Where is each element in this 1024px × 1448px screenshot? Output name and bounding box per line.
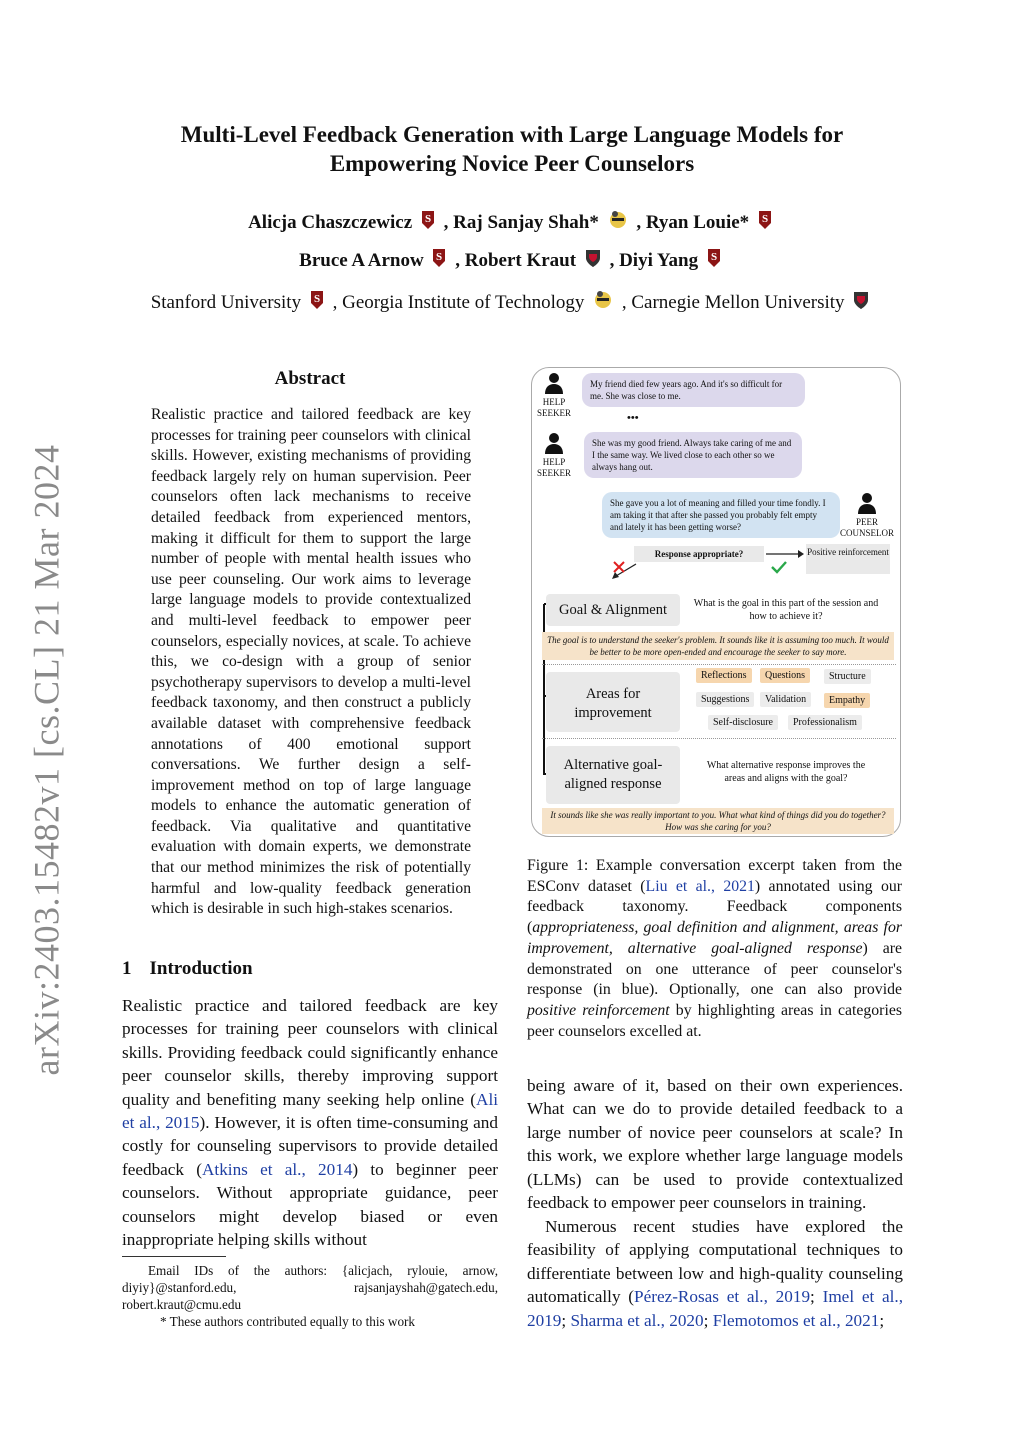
affiliation-name: , Carnegie Mellon University — [621, 292, 845, 313]
arrow-right-icon — [764, 548, 804, 560]
help-seeker-avatar — [536, 372, 572, 419]
section-heading — [122, 958, 253, 980]
role-label: SEEKER — [536, 468, 571, 478]
body-paragraph: being aware of it, based on their own experiences. What can we do to provide detailed feedback to a large number of novice peer counselors at scale? In this work, we explore whether large language models (LLMs) can be used to provide contextualized feedback to empower peer counselors in training. — [527, 1076, 903, 1213]
citation-link[interactable]: Imel et al., 2019 — [527, 1287, 904, 1330]
cmu-shield-logo-icon — [584, 248, 602, 268]
author-name: , Robert Kraut — [455, 250, 577, 271]
author-name: Alicja Chaszczewicz — [248, 212, 413, 233]
intro-text: Realistic practice and tailored feedback are key processes for training peer counselors with clinical skills. Providing feedback could significantly enhance peer counselor skills, thereby improving support quality and benefiting many seeking help online ( — [122, 996, 498, 1109]
georgia-tech-buzz-logo-icon — [592, 288, 614, 310]
dotted-divider — [542, 664, 896, 665]
goal-alignment-box: Goal & Alignment — [546, 594, 680, 626]
footnote-emails: Email IDs of the authors: {alicjach, rylouie, arnow, diyiy}@stanford.edu, rajsanjayshah@gatech.edu, robert.kraut@cmu.edu — [122, 1263, 498, 1312]
citation-link[interactable]: Flemotomos et al., 2021 — [712, 1310, 880, 1330]
body-text: ; — [810, 1287, 823, 1307]
stanford-logo-icon — [420, 210, 436, 230]
caption-text: ) are demonstrated on one utterance of peer counselor's response (in blue). Optionally, one can also provide — [527, 939, 902, 999]
author-name: Bruce A Arnow — [299, 250, 424, 271]
person-icon — [544, 432, 564, 454]
areas-for-improvement-box — [546, 672, 680, 732]
paper-title — [100, 120, 924, 178]
author-name: , Diyi Yang — [609, 250, 699, 271]
category-chip: Structure — [824, 669, 871, 684]
alternative-answer: It sounds like she was really important to you. What what kind of things did you do together? How was she caring for you? — [542, 808, 894, 834]
body-text: ; — [879, 1310, 885, 1330]
section-title: Introduction — [149, 958, 253, 979]
positive-reinforcement-box: Positive reinforcement — [806, 544, 890, 574]
role-label: HELP — [542, 397, 566, 407]
citation-link[interactable]: Pérez-Rosas et al., 2019 — [634, 1287, 811, 1307]
figure-caption — [527, 856, 902, 1042]
caption-italic: appropriateness, goal definition and alignment, areas for improvement, alternative goal-aligned response — [527, 919, 902, 957]
red-cross-icon — [612, 560, 626, 574]
category-chip: Reflections — [696, 668, 752, 683]
title-line-1: Multi-Level Feedback Generation with Large Language Models for — [180, 122, 844, 147]
svg-text:S: S — [424, 213, 431, 225]
body-paragraph — [527, 1215, 903, 1332]
category-chip: Validation — [760, 692, 811, 707]
alternative-response-box — [546, 746, 680, 804]
georgia-tech-buzz-logo-icon — [607, 208, 629, 230]
stanford-logo-icon — [706, 248, 722, 268]
author-name: , Ryan Louie* — [636, 212, 750, 233]
affiliations — [80, 288, 944, 314]
caption-text: ) annotated using our feedback taxonomy. Feedback components ( — [527, 877, 903, 937]
intro-text: ) to beginner peer counselors. Without appropriate guidance, peer counselors might develop biased or even inappropriate helping skills without — [122, 1159, 498, 1250]
affiliation-name: Stanford University — [150, 292, 302, 313]
category-chip: Questions — [760, 668, 810, 683]
dotted-divider — [542, 738, 896, 739]
intro-paragraph — [122, 994, 498, 1251]
seeker-message-bubble: My friend died few years ago. And it's so difficult for me. She was close to me. — [582, 373, 805, 407]
stanford-logo-icon — [431, 248, 447, 268]
section-number: 1 — [122, 958, 132, 979]
caption-text: by highlighting areas in categories peer counselors excelled at. — [527, 1001, 902, 1040]
peer-counselor-avatar — [836, 492, 898, 539]
category-chip: Professionalism — [788, 715, 862, 730]
alternative-question: What alternative response improves the areas and aligns with the goal? — [706, 760, 866, 784]
role-label: COUNSELOR — [839, 528, 894, 538]
ellipsis: ••• — [627, 412, 639, 424]
citation-link[interactable]: Sharma et al., 2020 — [570, 1310, 704, 1330]
person-icon — [857, 492, 877, 514]
title-line-2: Empowering Novice Peer Counselors — [329, 151, 695, 176]
stanford-logo-icon — [309, 290, 325, 310]
category-chip: Self-disclosure — [708, 715, 778, 730]
role-label: HELP — [542, 457, 566, 467]
category-chip: Empathy — [824, 693, 870, 708]
arxiv-identifier — [18, 444, 74, 1076]
footnote-equal-contribution: * These authors contributed equally to this work — [160, 1314, 416, 1329]
caption-italic: positive reinforcement — [527, 1001, 670, 1019]
response-appropriate-box: Response appropriate? — [634, 546, 764, 562]
citation-link[interactable]: Atkins et al., 2014 — [202, 1159, 353, 1179]
intro-text: ). However, it is often time-consuming and costly for counseling supervisors to provide detailed feedback ( — [122, 1113, 498, 1179]
abstract-heading: Abstract — [274, 368, 346, 389]
body-text: ; — [561, 1310, 571, 1330]
author-line-2 — [80, 248, 944, 272]
svg-text:S: S — [436, 251, 443, 263]
role-label: PEER — [855, 517, 878, 527]
abstract-body: Realistic practice and tailored feedback are key processes for training peer counselors with clinical skills. However, existing mechanisms of providing feedback largely rely on human supervision. Peer counselors often lack mechanisms to receive detailed feedback from experienced mentors, making it difficult for them to support the large number of people with mental health issues who use peer counseling. Our work aims to leverage large language models to provide contextualized and multi-level feedback to empower peer counselors, especially novices, at scale. To achieve this, we co-design with a group of senior psychotherapy supervisors to develop a multi-level feedback taxonomy, and then construct a publicly available dataset with comprehensive feedback annotations of 400 emotional support conversations. We further design a self-improvement method on top of large language models to enhance the automatic generation of feedback. Via qualitative and quantitative evaluation with domain experts, we demonstrate that our method minimizes the risk of potentially harmful and low-quality feedback generation which is desirable in such high-stakes scenarios. — [151, 406, 471, 918]
category-chip: Suggestions — [696, 692, 754, 707]
arxiv-identifier-text: arXiv:2403.15482v1 [cs.CL] 21 Mar 2024 — [26, 444, 67, 1076]
help-seeker-avatar — [536, 432, 572, 479]
figure-1 — [531, 367, 901, 837]
author-line-1 — [80, 208, 944, 234]
citation-link[interactable]: Liu et al., 2021 — [645, 877, 755, 895]
caption-text: Figure 1: Example conversation excerpt taken from the ESConv dataset ( — [527, 857, 902, 895]
body-text: Numerous recent studies have explored the feasibility of applying computational techniques to differentiate between low and high-quality counseling automatically ( — [527, 1217, 903, 1307]
counselor-message-bubble: She gave you a lot of meaning and filled your time fondly. I am taking it that after she passed you probably felt empty and lately it has been getting worse? — [602, 492, 840, 538]
seeker-message-bubble: She was my good friend. Always take caring of me and I the same way. We lived close to each other so we always hang out. — [584, 432, 802, 478]
svg-text:S: S — [710, 251, 717, 263]
green-check-icon — [770, 560, 788, 574]
svg-text:S: S — [313, 293, 320, 305]
role-label: SEEKER — [536, 408, 571, 418]
alternative-label: Alternative goal-aligned response — [563, 756, 663, 792]
citation-link[interactable]: Ali et al., 2015 — [122, 1089, 498, 1133]
affiliation-name: , Georgia Institute of Technology — [332, 292, 585, 313]
person-icon — [544, 372, 564, 394]
svg-text:S: S — [761, 213, 768, 225]
stanford-logo-icon — [757, 210, 773, 230]
footnote-rule — [122, 1256, 226, 1257]
areas-label: Areas for improvement — [574, 686, 652, 721]
footnote — [122, 1262, 498, 1330]
goal-answer: The goal is to understand the seeker's problem. It sounds like it is assuming too much. It would be better to be more open-ended and encourage the seeker to say more. — [542, 632, 894, 660]
cmu-shield-logo-icon — [852, 290, 870, 310]
body-text: ; — [703, 1310, 713, 1330]
author-name: , Raj Sanjay Shah* — [443, 212, 599, 233]
goal-question: What is the goal in this part of the session and how to achieve it? — [693, 598, 879, 622]
